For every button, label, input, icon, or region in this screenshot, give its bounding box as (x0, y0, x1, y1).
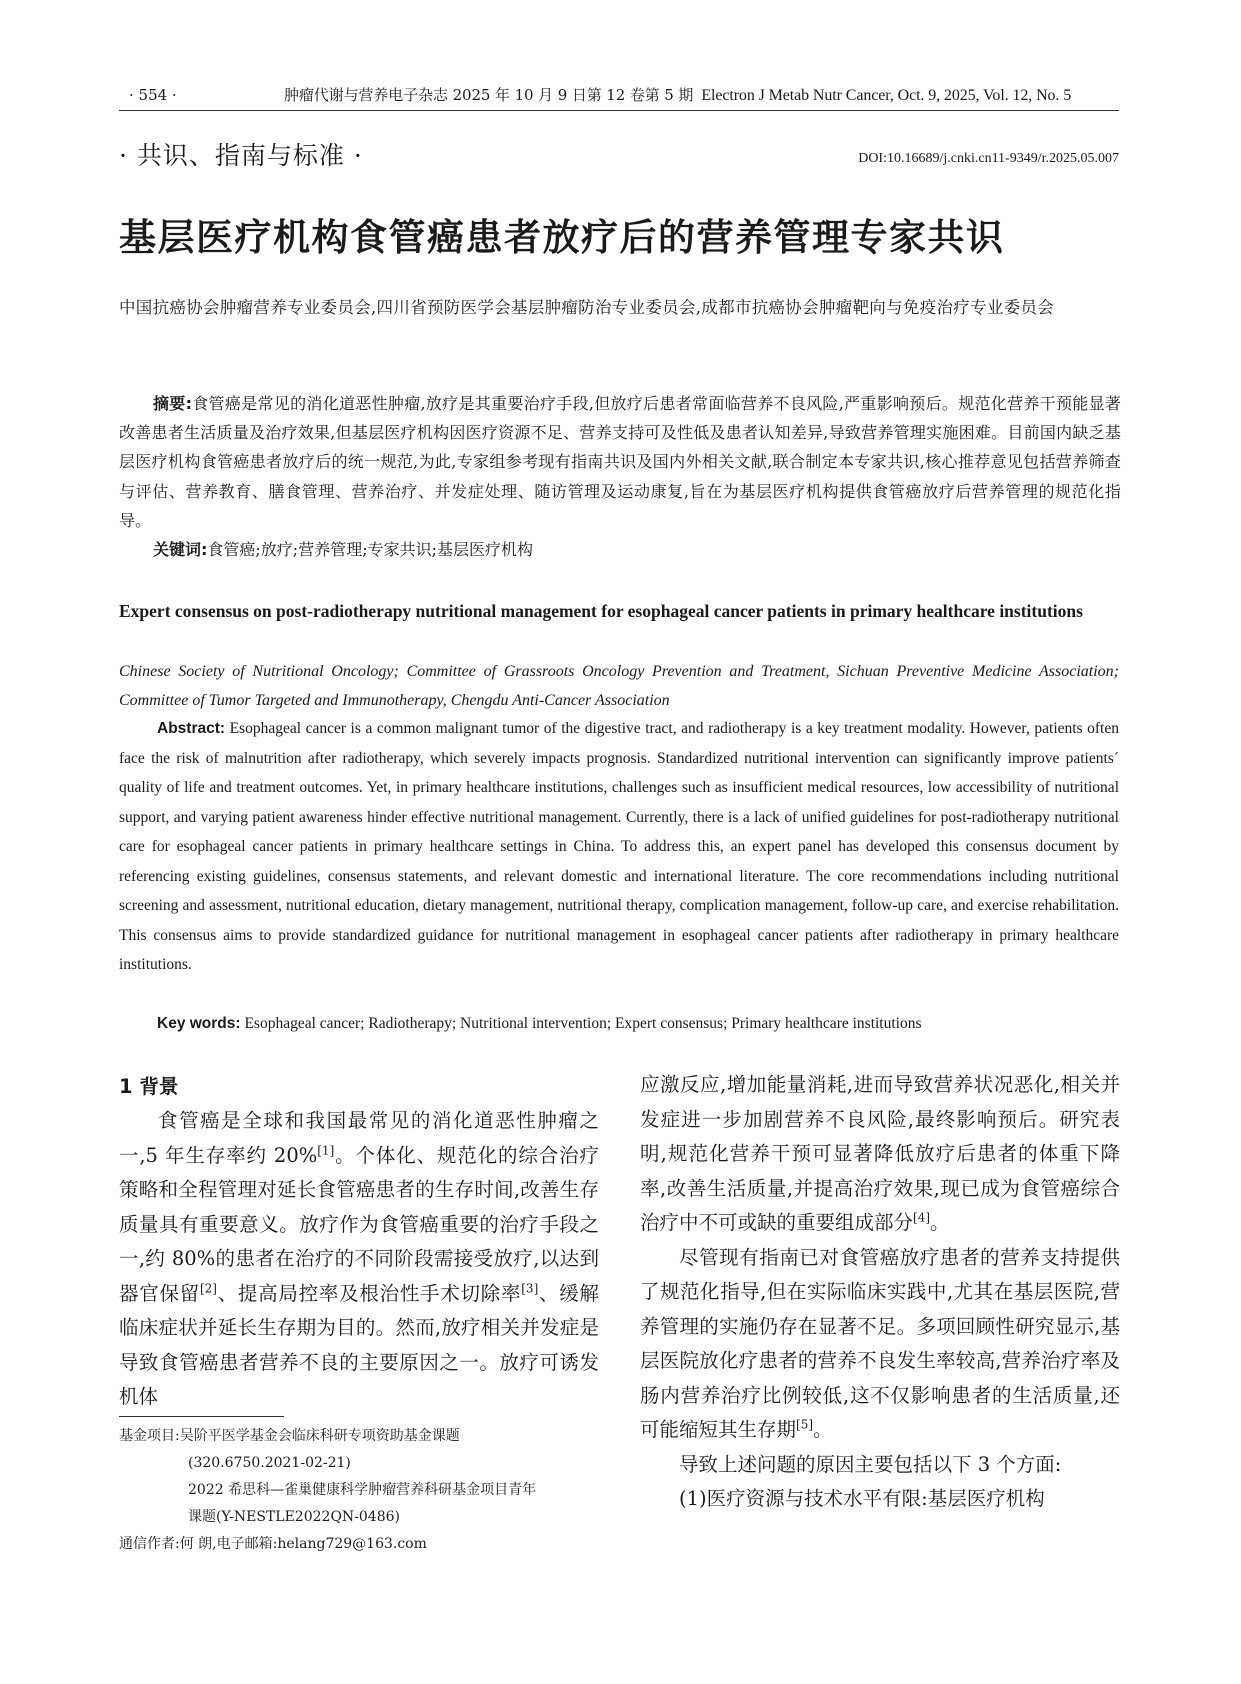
body-text: 应激反应,增加能量消耗,进而导致营养状况恶化,相关并发症进一步加剧营养不良风险,最终影响预后。研究表明,规范化营养干预可显著降低放疗后患者的体重下降率,改善生活质量,并提高治疗效果,现已成为食管癌综合治疗中不可或缺的重要组成部分 (640, 1073, 1120, 1234)
body-paragraph (640, 1068, 1120, 1241)
running-header (119, 84, 1119, 111)
section-label: · 共识、指南与标准 · (119, 141, 363, 170)
citation-ref[interactable]: [3] (521, 1281, 539, 1295)
article-title-zh: 基层医疗机构食管癌患者放疗后的营养管理专家共识 (119, 216, 1005, 259)
body-column-right (640, 1068, 1120, 1517)
body-paragraph: (1)医疗资源与技术水平有限:基层医疗机构 (679, 1487, 1045, 1510)
journal-citation (284, 84, 1071, 107)
page-number: · 554 · (129, 86, 177, 104)
body-text: 尽管现有指南已对食管癌放疗患者的营养支持提供了规范化指导,但在实际临床实践中,尤其在基层医院,营养管理的实施仍存在显著不足。多项回顾性研究显示,基层医院放化疗患者的营养不良发生率较高,营养治疗率及肠内营养治疗比例较低,这不仅影响患者的生活质量,还可能缩短其生存期 (640, 1245, 1120, 1441)
section-heading-background: 1 背景 (119, 1075, 179, 1098)
body-paragraph: 导致上述问题的原因主要包括以下 3 个方面: (679, 1452, 1062, 1476)
fund-line: 2022 希思科—雀巢健康科学肿瘤营养科研基金项目青年 (188, 1482, 537, 1498)
body-column-left (119, 1070, 599, 1415)
citation-ref[interactable]: [4] (913, 1210, 931, 1225)
keywords-en-text: Esophageal cancer; Radiotherapy; Nutritional intervention; Expert consensus; Primary healthcare institutions (244, 1015, 922, 1032)
citation-ref[interactable]: [2] (199, 1281, 217, 1295)
authors-en: Chinese Society of Nutritional Oncology; Committee of Grassroots Oncology Prevention and Treatment, Sichuan Preventive Medicine Association; Committee of Tumor Targeted and Immunotherapy, Chengdu Anti-Cancer Association (119, 663, 1119, 709)
authors-zh: 中国抗癌协会肿瘤营养专业委员会,四川省预防医学会基层肿瘤防治专业委员会,成都市抗癌协会肿瘤靶向与免疫治疗专业委员会 (119, 298, 1055, 317)
fund-line: (320.6750.2021-02-21) (188, 1455, 351, 1471)
keywords-en (157, 1009, 922, 1038)
abstract-en-label: Abstract: (157, 720, 226, 737)
body-text: 食管癌是全球和我国最常见的消化道恶性肿瘤之一,5 年生存率约 20% (119, 1109, 599, 1167)
abstract-zh-text: 食管癌是常见的消化道恶性肿瘤,放疗是其重要治疗手段,但放疗后患者常面临营养不良风险,严重影响预后。规范化营养干预能显著改善患者生活质量及治疗效果,但基层医疗机构因医疗资源不足、营养支持可及性低及患者认知差异,导致营养管理实施困难。目前国内缺乏基层医疗机构食管癌患者放疗后的统一规范,为此,专家组参考现有指南共识及国内外相关文献,联合制定本专家共识,核心推荐意见包括营养筛查与评估、营养教育、膳食管理、营养治疗、并发症处理、随访管理及运动康复,旨在为基层医疗机构提供食管癌放疗后营养管理的规范化指导。 (119, 394, 1121, 530)
fund-line: 课题(Y-NESTLE2022QN-0486) (188, 1509, 400, 1525)
doi: DOI:10.16689/j.cnki.cn11-9349/r.2025.05.007 (858, 151, 1119, 166)
abstract-en (119, 714, 1119, 980)
body-text: 、提高局控率及根治性手术切除率 (216, 1281, 522, 1305)
body-text: 。个体化、规范化的综合治疗策略和全程管理对延长食管癌患者的生存时间,改善生存质量具有重要意义。放疗作为食管癌重要的治疗手段之一,约 80%的患者在治疗的不同阶段需接受放疗,以达到器官保留 (119, 1143, 599, 1305)
keywords-zh (153, 535, 533, 564)
article-title-en: Expert consensus on post-radiotherapy nutritional management for esophageal cancer patients in primary healthcare institutions (119, 601, 1083, 621)
abstract-zh (119, 389, 1121, 535)
keywords-en-label: Key words: (157, 1015, 241, 1032)
correspondence: 通信作者:何 朗,电子邮箱:helang729@163.com (119, 1536, 427, 1552)
footnotes (119, 1423, 604, 1558)
abstract-zh-label: 摘要: (153, 394, 193, 413)
fund-line: 基金项目:吴阶平医学基金会临床科研专项资助基金课题 (119, 1428, 460, 1444)
body-paragraph (119, 1104, 599, 1415)
body-text: 。 (930, 1211, 950, 1234)
abstract-en-text: Esophageal cancer is a common malignant tumor of the digestive tract, and radiotherapy is a key treatment modality. However, patients often face the risk of malnutrition after radiotherapy, which severely impacts prognosis. Standardized nutritional intervention can significantly improve patients´ quality of life and treatment outcomes. Yet, in primary healthcare institutions, challenges such as insufficient medical resources, low accessibility of nutritional support, and varying patient awareness hinder effective nutritional management. Currently, there is a lack of unified guidelines for post-radiotherapy nutritional care for esophageal cancer patients in primary healthcare settings in China. To address this, an expert panel has developed this consensus document by referencing existing guidelines, consensus statements, and relevant domestic and international literature. The core recommendations including nutritional screening and assessment, nutritional education, dietary management, nutritional therapy, complication management, follow-up care, and exercise rehabilitation. This consensus aims to provide standardized guidance for nutritional management in esophageal cancer patients after radiotherapy in primary healthcare institutions. (119, 720, 1119, 973)
journal-citation-zh: 肿瘤代谢与营养电子杂志 2025 年 10 月 9 日第 12 卷第 5 期 (284, 86, 694, 104)
body-text: 、缓解临床症状并延长生存期为目的。然而,放疗相关并发症是导致食管癌患者营养不良的主要原因之一。放疗可诱发机体 (119, 1281, 599, 1408)
citation-ref[interactable]: [1] (317, 1143, 335, 1157)
journal-citation-en: Electron J Metab Nutr Cancer, Oct. 9, 2025, Vol. 12, No. 5 (701, 87, 1072, 104)
citation-ref[interactable]: [5] (796, 1417, 814, 1432)
keywords-zh-text: 食管癌;放疗;营养管理;专家共识;基层医疗机构 (207, 540, 533, 559)
keywords-zh-label: 关键词: (153, 540, 208, 559)
body-paragraph (640, 1241, 1120, 1448)
footnote-rule (119, 1416, 284, 1417)
body-text: 。 (813, 1418, 833, 1441)
